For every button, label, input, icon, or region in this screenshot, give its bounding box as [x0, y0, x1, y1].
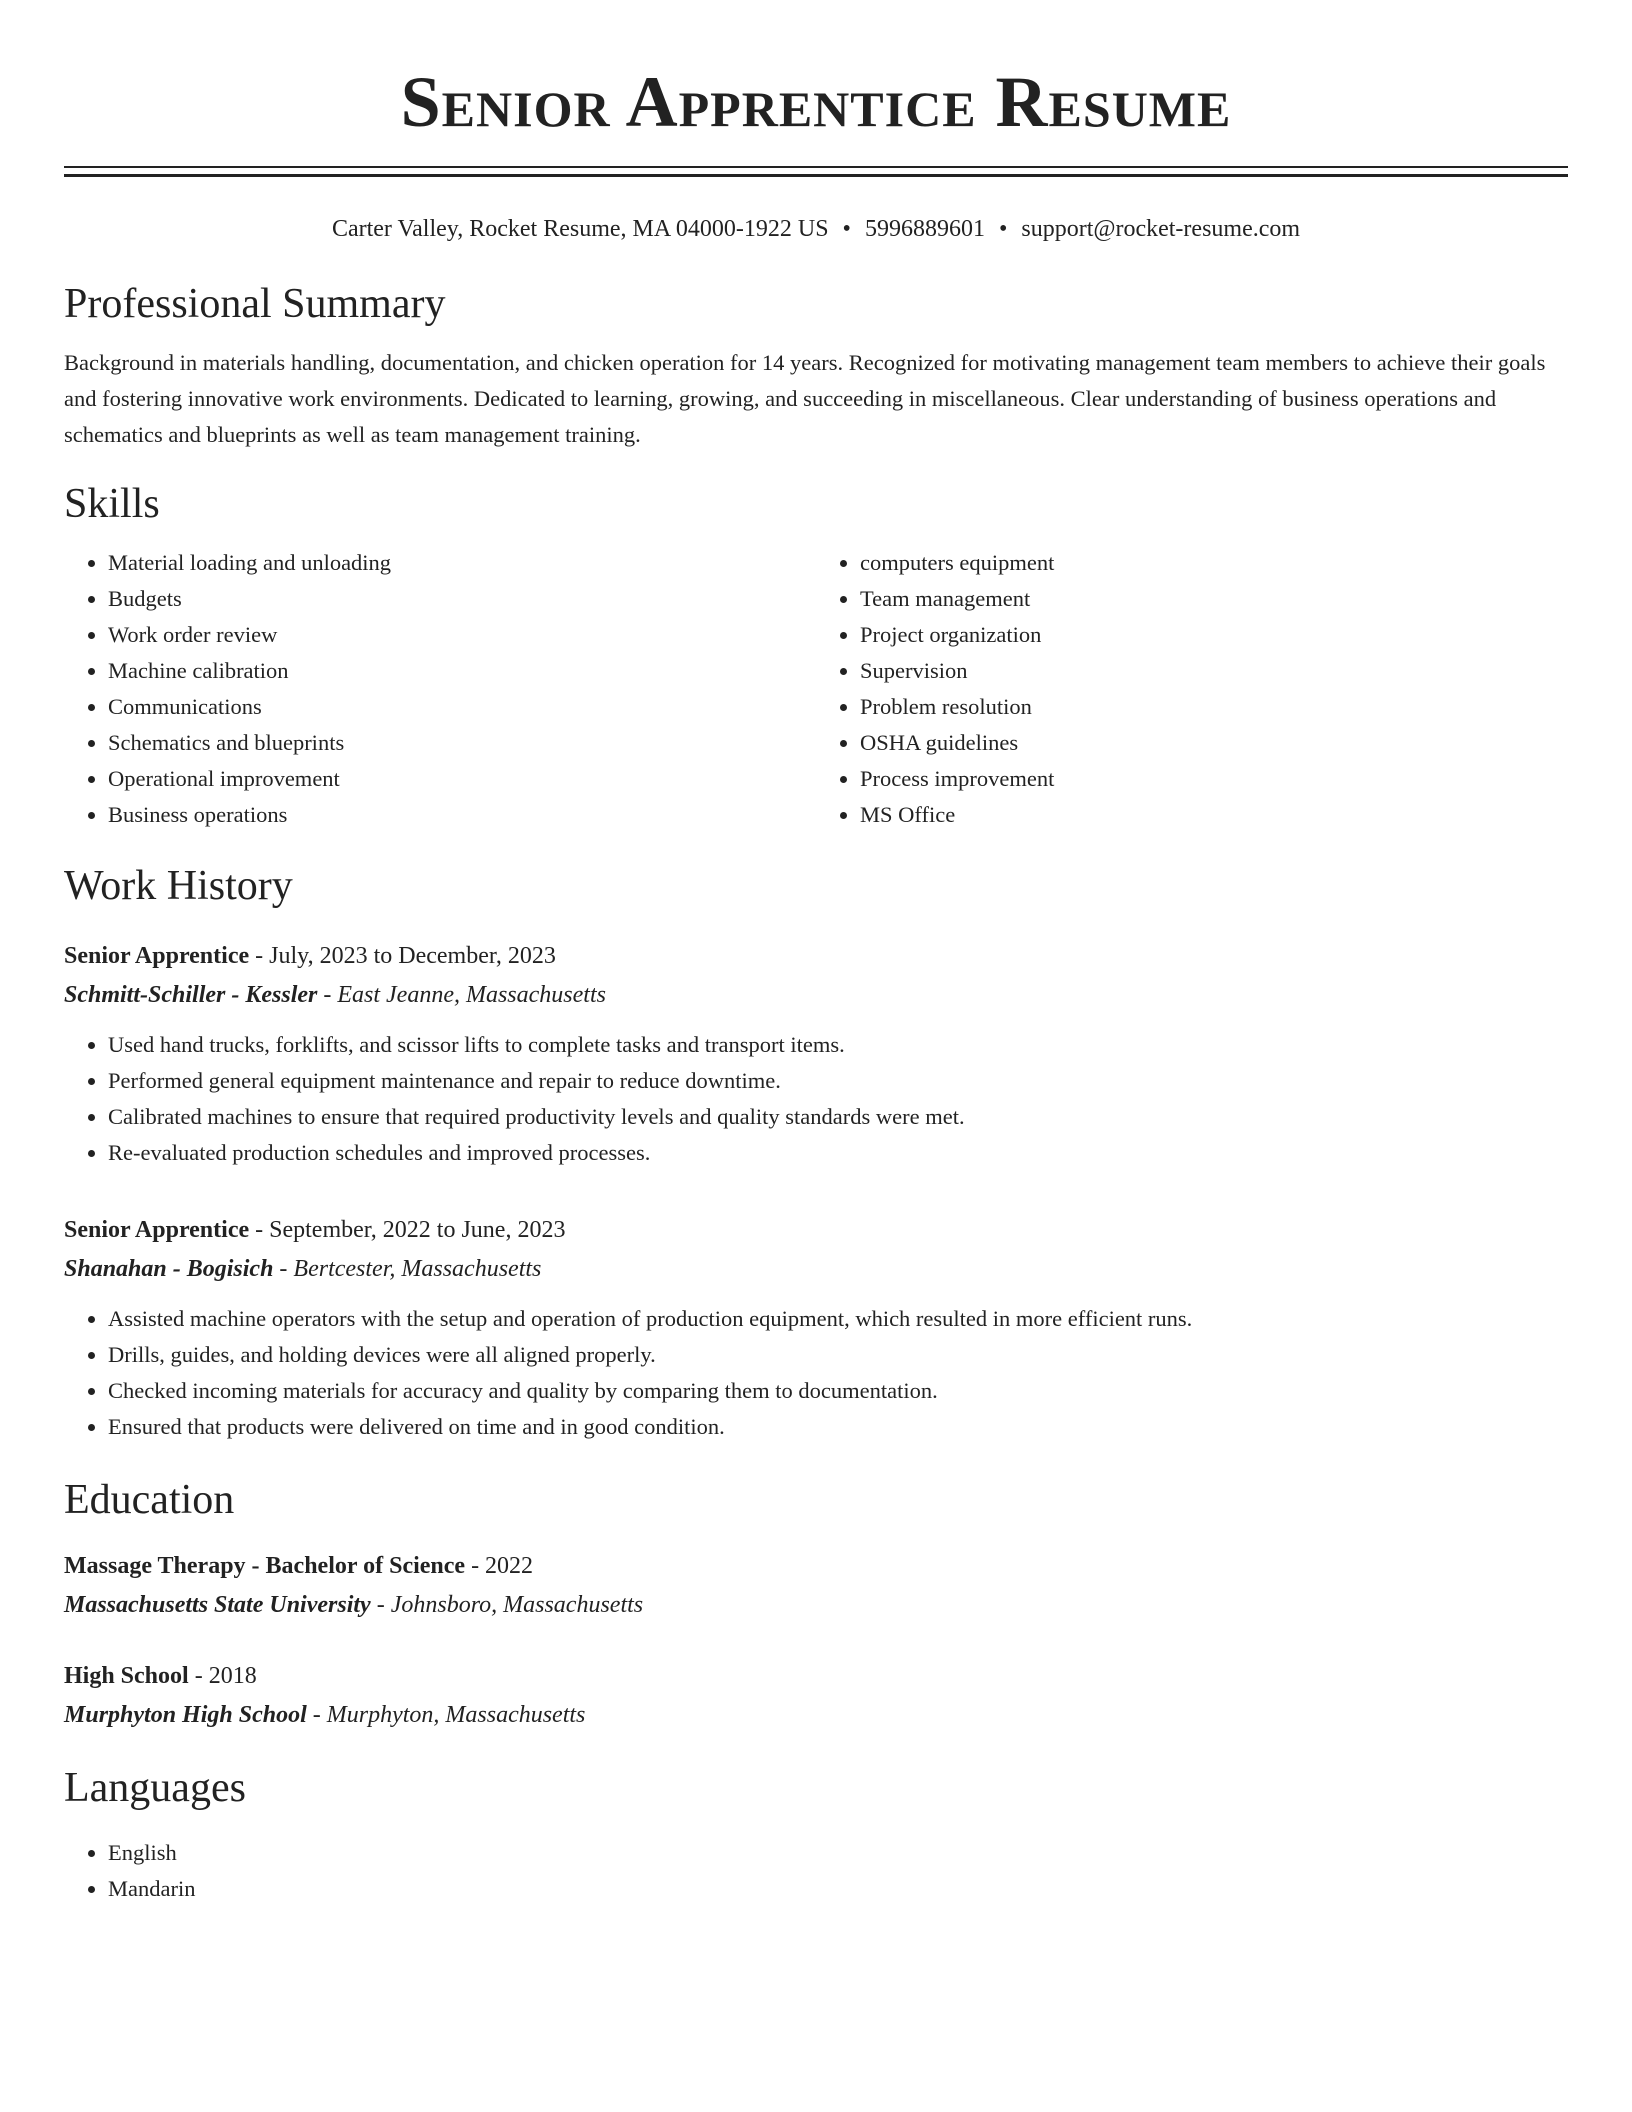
- employer-name: Shanahan - Bogisich: [64, 1256, 274, 1282]
- skill-item: • Problem resolution: [860, 689, 1568, 725]
- skill-item: • Work order review: [108, 617, 816, 653]
- education-entry: [64, 1657, 1568, 1735]
- skill-item: • computers equipment: [860, 545, 1568, 581]
- employer-line: [64, 975, 1568, 1015]
- job-bullet: • Checked incoming materials for accuracy and quality by comparing them to documentation.: [108, 1373, 1568, 1409]
- contact-phone: 5996889601: [864, 216, 985, 242]
- job-title: Senior Apprentice: [64, 1217, 250, 1243]
- job-bullet: • Performed general equipment maintenance and repair to reduce downtime.: [108, 1063, 1568, 1099]
- degree-line: [64, 1657, 1568, 1695]
- job-bullet: • Assisted machine operators with the setup and operation of production equipment, which resulted in more efficient runs.: [108, 1301, 1568, 1337]
- employer-name: Schmitt-Schiller - Kessler: [64, 982, 318, 1008]
- language-item: • English: [108, 1835, 1568, 1871]
- resume-title: Senior Apprentice Resume: [400, 62, 1232, 142]
- job-bullet: • Ensured that products were delivered on time and in good condition.: [108, 1409, 1568, 1445]
- degree-name: High School: [64, 1663, 189, 1689]
- skill-item: • Team management: [860, 581, 1568, 617]
- skill-item: • Project organization: [860, 617, 1568, 653]
- degree-year: - 2022: [465, 1553, 534, 1579]
- skill-item: • Process improvement: [860, 761, 1568, 797]
- contact-email: support@rocket-resume.com: [1021, 216, 1301, 242]
- contact-separator: •: [998, 216, 1008, 242]
- job-bullet: • Calibrated machines to ensure that required productivity levels and quality standards were met.: [108, 1099, 1568, 1135]
- skill-item: • Material loading and unloading: [108, 545, 816, 581]
- employer-line: [64, 1249, 1568, 1289]
- school-location: - Johnsboro, Massachusetts: [370, 1592, 644, 1618]
- section-heading-work-history: Work History: [64, 863, 293, 909]
- language-item: • Mandarin: [108, 1871, 1568, 1907]
- employer-location: - Bertcester, Massachusetts: [273, 1256, 542, 1282]
- skill-item: • Business operations: [108, 797, 816, 833]
- skills-list-left: [64, 545, 816, 833]
- section-heading-languages: Languages: [64, 1765, 246, 1811]
- education-entry: [64, 1547, 1568, 1625]
- job-bullet: • Used hand trucks, forklifts, and scissor lifts to complete tasks and transport items.: [108, 1027, 1568, 1063]
- skill-item: • OSHA guidelines: [860, 725, 1568, 761]
- skill-item: • Communications: [108, 689, 816, 725]
- title-divider: [64, 166, 1568, 177]
- section-heading-summary: Professional Summary: [64, 281, 446, 327]
- job-dates: - September, 2022 to June, 2023: [249, 1217, 566, 1243]
- section-heading-skills: Skills: [64, 481, 160, 527]
- contact-separator: •: [842, 216, 851, 242]
- job-bullets: [64, 1301, 1568, 1445]
- skill-item: • Supervision: [860, 653, 1568, 689]
- job-entry: [64, 1211, 1568, 1445]
- school-line: [64, 1585, 1568, 1625]
- skill-item: • Operational improvement: [108, 761, 816, 797]
- degree-name: Massage Therapy - Bachelor of Science: [64, 1553, 466, 1579]
- school-name: Massachusetts State University: [64, 1592, 371, 1618]
- job-entry: [64, 937, 1568, 1171]
- job-bullet: • Re-evaluated production schedules and improved processes.: [108, 1135, 1568, 1171]
- degree-line: [64, 1547, 1568, 1585]
- section-heading-education: Education: [64, 1477, 235, 1523]
- employer-location: - East Jeanne, Massachusetts: [317, 982, 606, 1008]
- degree-year: - 2018: [188, 1663, 257, 1689]
- job-dates: - July, 2023 to December, 2023: [249, 943, 556, 969]
- skill-item: • MS Office: [860, 797, 1568, 833]
- job-bullet: • Drills, guides, and holding devices were all aligned properly.: [108, 1337, 1568, 1373]
- job-title-line: [64, 1211, 1568, 1249]
- job-title-line: [64, 937, 1568, 975]
- school-location: - Murphyton, Massachusetts: [306, 1702, 586, 1728]
- summary-text: Background in materials handling, documentation, and chicken operation for 14 years. Recognized for motivating management team members to achieve their goals and fostering innovative work environments. Dedicated to learning, growing, and succeeding in miscellaneous. Clear understanding of business operations and schematics and blueprints as well as team management training.: [64, 350, 1546, 447]
- skill-item: • Machine calibration: [108, 653, 816, 689]
- job-bullets: [64, 1027, 1568, 1171]
- contact-address: Carter Valley, Rocket Resume, MA 04000-1922 US: [331, 216, 829, 242]
- skill-item: • Schematics and blueprints: [108, 725, 816, 761]
- languages-list: [64, 1835, 1568, 1907]
- job-title: Senior Apprentice: [64, 943, 250, 969]
- school-name: Murphyton High School: [64, 1702, 307, 1728]
- skill-item: • Budgets: [108, 581, 816, 617]
- school-line: [64, 1695, 1568, 1735]
- contact-line: [64, 213, 1568, 245]
- skills-list-right: [816, 545, 1568, 833]
- skills-columns: [64, 545, 1568, 833]
